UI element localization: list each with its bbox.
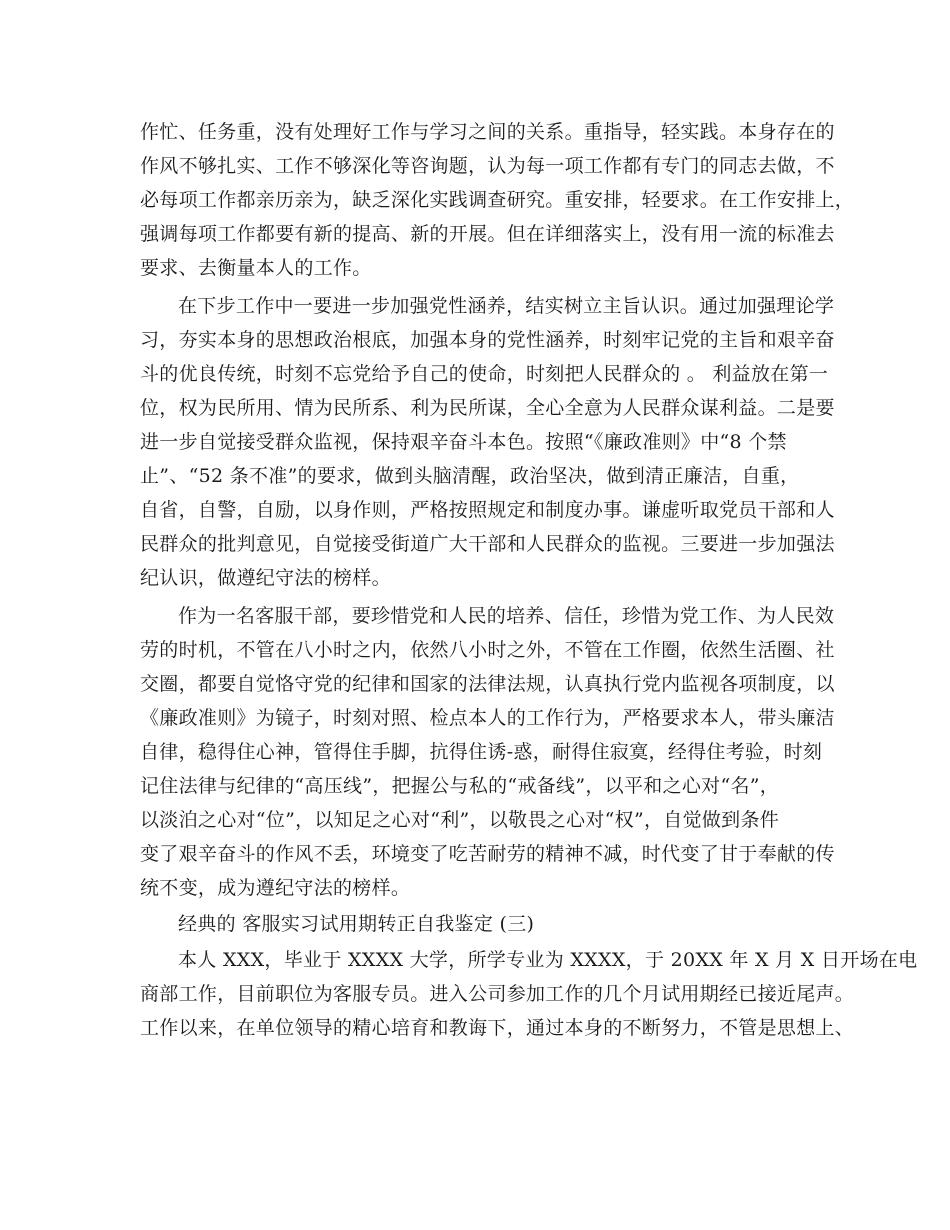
text-line: 自省，自警，自励，以身作则，严格按照规定和制度办事。谦虚听取党员干部和人 bbox=[140, 499, 835, 521]
text-line: 交圈，都要自觉恪守党的纪律和国家的法律法规，认真执行党内监视各项制度，以 bbox=[140, 673, 835, 695]
text-line: 劳的时机，不管在八小时之内，依然八小时之外，不管在工作圈，依然生活圈、社 bbox=[140, 639, 835, 661]
text-line: 变了艰辛奋斗的作风不丢，环境变了吃苦耐劳的精神不减，时代变了甘于奉献的传 bbox=[140, 843, 835, 865]
text-line: 作为一名客服干部，要珍惜党和人民的培养、信任，珍惜为党工作、为人民效 bbox=[178, 605, 835, 627]
text-line: 作忙、任务重，没有处理好工作与学习之间的关系。重指导，轻实践。本身存在的 bbox=[140, 121, 835, 143]
text-line: 记住法律与纪律的“高压线”，把握公与私的“戒备线”，以平和之心对“名”， bbox=[140, 775, 780, 797]
text-line: 斗的优良传统，时刻不忘党给予自己的使命，时刻把人民群众的 。 利益放在第一 bbox=[140, 363, 829, 385]
text-line: 《廉政准则》为镜子，时刻对照、检点本人的工作行为，严格要求本人，带头廉洁 bbox=[140, 707, 835, 729]
text-line: 作风不够扎实、工作不够深化等咨询题，认为每一项工作都有专门的同志去做，不 bbox=[140, 155, 835, 177]
text-line: 要求、去衡量本人的工作。 bbox=[140, 257, 372, 279]
text-line: 纪认识，做遵纪守法的榜样。 bbox=[140, 567, 391, 589]
text-line: 民群众的批判意见，自觉接受街道广大干部和人民群众的监视。三要进一步加强法 bbox=[140, 533, 835, 555]
section-heading: 经典的 客服实习试用期转正自我鉴定 (三) bbox=[178, 913, 535, 935]
text-line: 统不变，成为遵纪守法的榜样。 bbox=[140, 877, 411, 899]
text-line: 必每项工作都亲历亲为，缺乏深化实践调查研究。重安排，轻要求。在工作安排上， bbox=[140, 189, 855, 211]
text-line: 强调每项工作都要有新的提高、新的开展。但在详细落实上，没有用一流的标准去 bbox=[140, 223, 835, 245]
text-line: 商部工作，目前职位为客服专员。进入公司参加工作的几个月试用期经已接近尾声。 bbox=[140, 983, 855, 1005]
text-line: 本人 XXX，毕业于 XXXX 大学，所学专业为 XXXX，于 20XX 年 X 月 X 日开场在电 bbox=[178, 949, 918, 971]
text-line: 自律，稳得住心神，管得住手脚，抗得住诱-惑，耐得住寂寞，经得住考验，时刻 bbox=[140, 741, 823, 763]
text-line: 位，权为民所用、情为民所系、利为民所谋，全心全意为人民群众谋利益。二是要 bbox=[140, 397, 835, 419]
text-line: 工作以来，在单位领导的精心培育和教诲下，通过本身的不断努力，不管是思想上、 bbox=[140, 1017, 855, 1039]
text-line: 进一步自觉接受群众监视，保持艰辛奋斗本色。按照“《廉政准则》中“8 个禁 bbox=[140, 431, 787, 453]
text-line: 以淡泊之心对“位”，以知足之心对“利”，以敬畏之心对“权”，自觉做到条件 bbox=[140, 809, 780, 831]
text-line: 止”、“52 条不准”的要求，做到头脑清醒，政治坚决，做到清正廉洁，自重， bbox=[140, 465, 800, 487]
text-line: 在下步工作中一要进一步加强党性涵养，结实树立主旨认识。通过加强理论学 bbox=[178, 295, 835, 317]
text-line: 习，夯实本身的思想政治根底，加强本身的党性涵养，时刻牢记党的主旨和艰辛奋 bbox=[140, 329, 835, 351]
